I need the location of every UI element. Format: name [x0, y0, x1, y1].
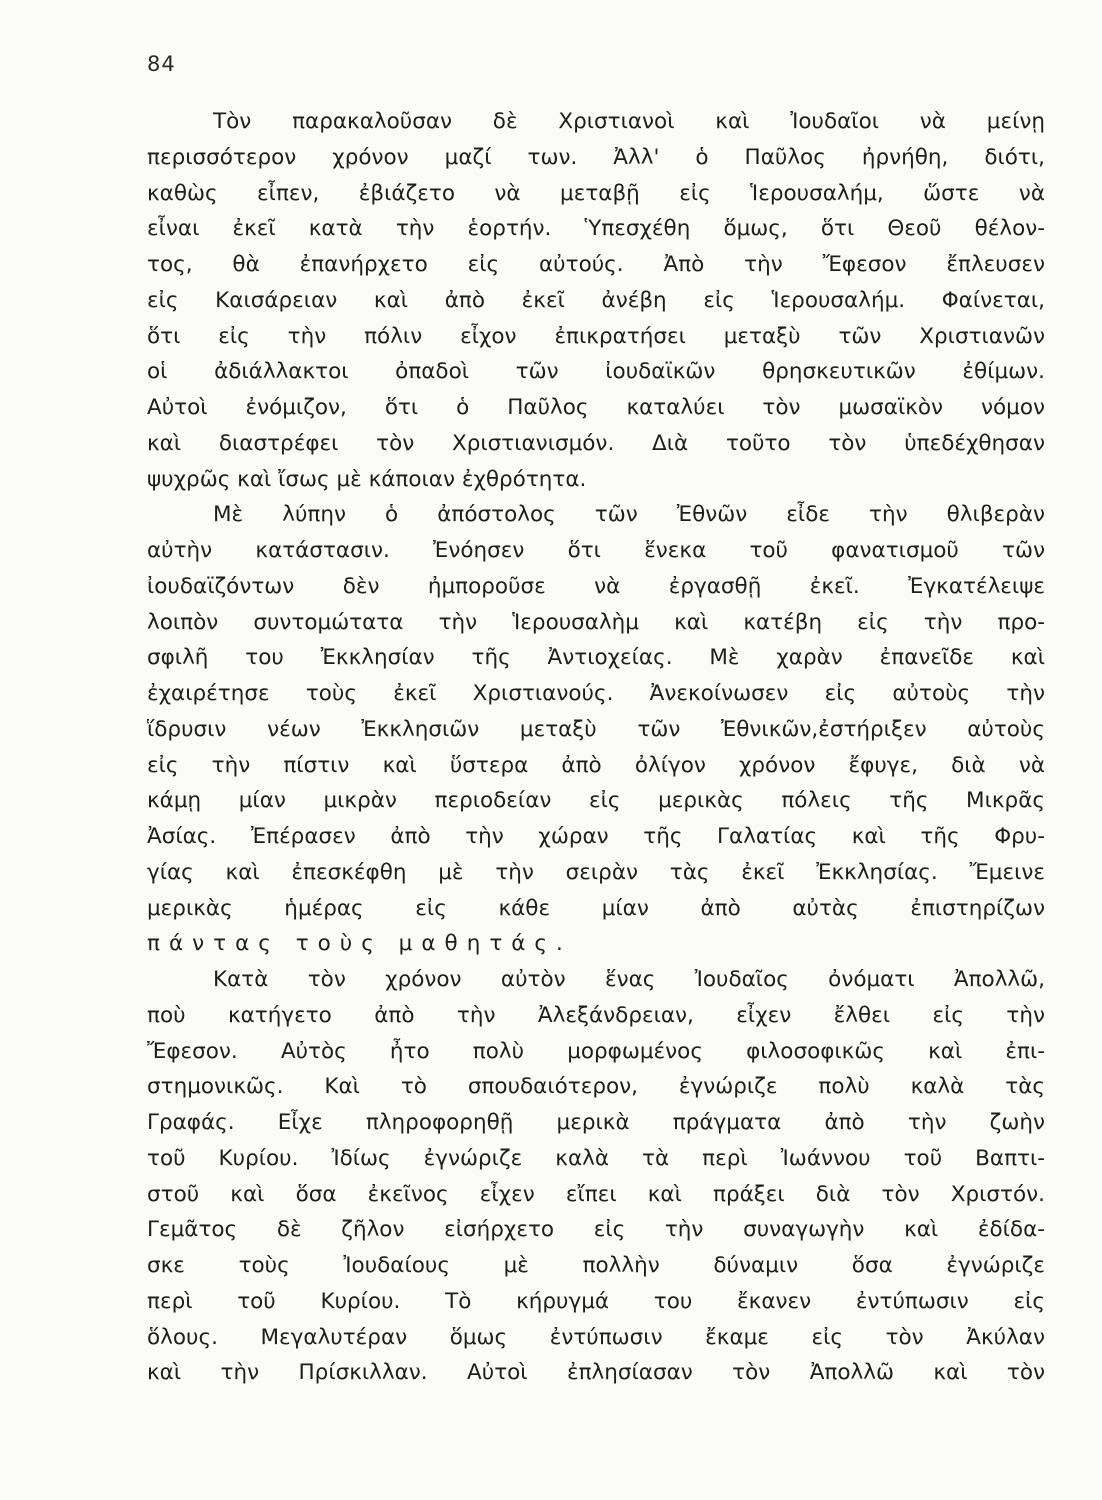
- text-line: ἐχαιρέτησε τοὺς ἐκεῖ Χριστιανούς. Ἀνεκοίνωσεν εἰς αὐτοὺς τὴν: [147, 681, 1045, 706]
- text-line: εἰς τὴν πίστιν καὶ ὕστερα ἀπὸ ὀλίγον χρόνον ἔφυγε, διὰ νὰ: [147, 752, 1045, 778]
- text-line: Γραφάς. Εἶχε πληροφορηθῇ μερικὰ πράγματα ἀπὸ τὴν ζωὴν: [147, 1110, 1045, 1135]
- text-line: ψυχρῶς καὶ ἴσως μὲ κάποιαν ἐχθρότητα.: [147, 466, 587, 492]
- text-line: τος, θὰ ἐπανήρχετο εἰς αὐτούς. Ἀπὸ τὴν Ἔφεσον ἔπλευσεν: [147, 252, 1045, 277]
- text-line: Τὸν παρακαλοῦσαν δὲ Χριστιανοὶ καὶ Ἰουδαῖοι νὰ μείνῃ: [213, 109, 1045, 134]
- text-line: ποὺ κατήγετο ἀπὸ τὴν Ἀλεξάνδρειαν, εἶχεν ἔλθει εἰς τὴν: [147, 1002, 1045, 1028]
- text-line: Κατὰ τὸν χρόνον αὐτὸν ἕνας Ἰουδαῖος ὀνόματι Ἀπολλῶ,: [213, 967, 1045, 992]
- text-line: κάμῃ μίαν μικρὰν περιοδείαν εἰς μερικὰς πόλεις τῆς Μικρᾶς: [147, 788, 1045, 814]
- text-line: εἶναι ἐκεῖ κατὰ τὴν ἑορτήν. Ὑπεσχέθη ὅμως, ὅτι Θεοῦ θέλον-: [147, 216, 1045, 242]
- text-line: ἵδρυσιν νέων Ἐκκλησιῶν μεταξὺ τῶν Ἐθνικῶν,ἐστήριξεν αὐτοὺς: [147, 716, 1045, 742]
- text-line: σκε τοὺς Ἰουδαίους μὲ πολλὴν δύναμιν ὅσα ἐγνώριζε: [147, 1253, 1045, 1278]
- text-line: καὶ διαστρέφει τὸν Χριστιανισμόν. Διὰ τοῦτο τὸν ὑπεδέχθησαν: [147, 430, 1045, 456]
- page-number: 84: [147, 52, 176, 76]
- text-line: στοῦ καὶ ὅσα ἐκεῖνος εἶχεν εἴπει καὶ πράξει διὰ τὸν Χριστόν.: [147, 1181, 1045, 1207]
- text-line: γίας καὶ ἐπεσκέφθη μὲ τὴν σειρὰν τὰς ἐκεῖ Ἐκκλησίας. Ἔμεινε: [147, 859, 1045, 885]
- text-line: στημονικῶς. Καὶ τὸ σπουδαιότερον, ἐγνώριζε πολὺ καλὰ τὰς: [147, 1074, 1045, 1100]
- text-line: περισσότερον χρόνον μαζί των. Ἀλλ' ὁ Παῦλος ἠρνήθη, διότι,: [147, 144, 1045, 170]
- text-line-emphasis: πάντας τοὺς μαθητάς.: [147, 931, 572, 957]
- text-line: Αὐτοὶ ἐνόμιζον, ὅτι ὁ Παῦλος καταλύει τὸν μωσαϊκὸν νόμον: [147, 395, 1045, 420]
- text-line: περὶ τοῦ Κυρίου. Τὸ κήρυγμά του ἔκανεν ἐντύπωσιν εἰς: [147, 1288, 1045, 1314]
- text-line: Μὲ λύπην ὁ ἀπόστολος τῶν Ἐθνῶν εἶδε τὴν θλιβερὰν: [213, 502, 1045, 528]
- text-line: Ἔφεσον. Αὐτὸς ἦτο πολὺ μορφωμένος φιλοσοφικῶς καὶ ἐπι-: [147, 1038, 1045, 1064]
- text-line: λοιπὸν συντομώτατα τὴν Ἱερουσαλὴμ καὶ κατέβη εἰς τὴν προ-: [147, 609, 1045, 635]
- text-line: Ἀσίας. Ἐπέρασεν ἀπὸ τὴν χώραν τῆς Γαλατίας καὶ τῆς Φρυ-: [147, 824, 1045, 849]
- text-line: σφιλῆ του Ἐκκλησίαν τῆς Ἀντιοχείας. Μὲ χαρὰν ἐπανεῖδε καὶ: [147, 645, 1045, 671]
- text-line: Γεμᾶτος δὲ ζῆλον εἰσήρχετο εἰς τὴν συναγωγὴν καὶ ἐδίδα-: [147, 1217, 1045, 1243]
- text-line: ὅτι εἰς τὴν πόλιν εἶχον ἐπικρατήσει μεταξὺ τῶν Χριστιανῶν: [147, 323, 1045, 349]
- text-line: καθὼς εἶπεν, ἐβιάζετο νὰ μεταβῇ εἰς Ἱερουσαλήμ, ὥστε νὰ: [147, 180, 1045, 206]
- text-line: τοῦ Κυρίου. Ἰδίως ἐγνώριζε καλὰ τὰ περὶ Ἰωάννου τοῦ Βαπτι-: [147, 1145, 1045, 1171]
- text-line: καὶ τὴν Πρίσκιλλαν. Αὐτοὶ ἐπλησίασαν τὸν Ἀπολλῶ καὶ τὸν: [147, 1360, 1045, 1386]
- text-line: μερικὰς ἡμέρας εἰς κάθε μίαν ἀπὸ αὐτὰς ἐπιστηρίζων: [147, 895, 1045, 921]
- text-line: ὅλους. Μεγαλυτέραν ὅμως ἐντύπωσιν ἔκαμε εἰς τὸν Ἀκύλαν: [147, 1324, 1045, 1350]
- body-text: [147, 104, 1045, 1391]
- text-line: αὐτὴν κατάστασιν. Ἐνόησεν ὅτι ἕνεκα τοῦ φανατισμοῦ τῶν: [147, 538, 1045, 563]
- text-line: οἱ ἀδιάλλακτοι ὀπαδοὶ τῶν ἰουδαϊκῶν θρησκευτικῶν ἐθίμων.: [147, 359, 1045, 385]
- text-line: εἰς Καισάρειαν καὶ ἀπὸ ἐκεῖ ἀνέβη εἰς Ἱερουσαλήμ. Φαίνεται,: [147, 287, 1045, 313]
- text-line: ἰουδαϊζόντων δὲν ἠμποροῦσε νὰ ἐργασθῇ ἐκεῖ. Ἐγκατέλειψε: [147, 573, 1045, 599]
